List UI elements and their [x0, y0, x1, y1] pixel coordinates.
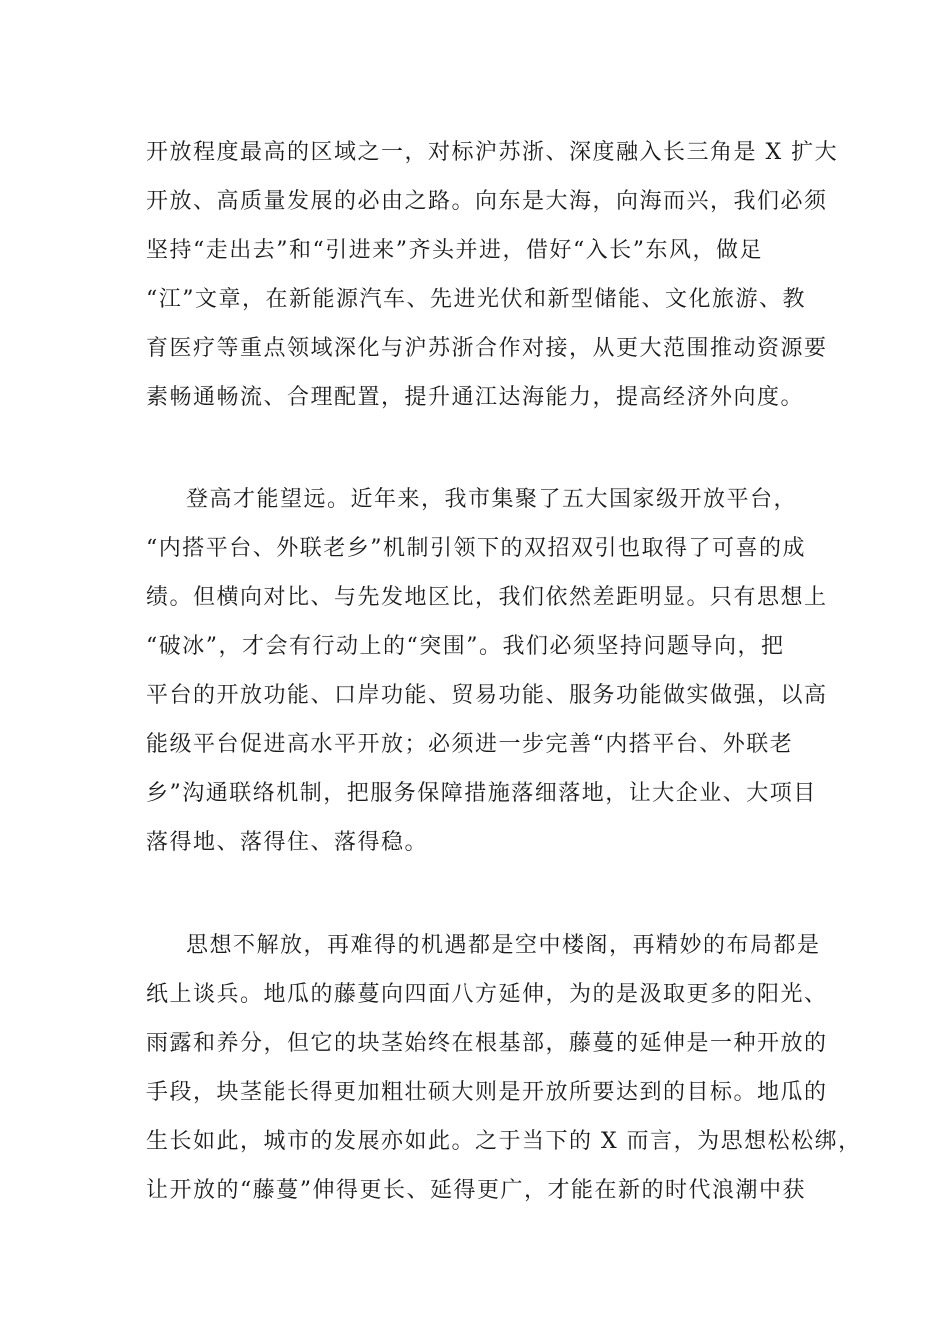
paragraph-line: 登高才能望远。近年来，我市集聚了五大国家级开放平台， [186, 487, 798, 512]
paragraph-line: 坚持“走出去”和“引进来”齐头并进，借好“入长”东风，做足 [146, 238, 763, 263]
paragraph-line: 生长如此，城市的发展亦如此。之于当下的 X 而言，为思想松松绑， [146, 1129, 862, 1154]
paragraph-line: 思想不解放，再难得的机遇都是空中楼阁，再精妙的布局都是 [186, 933, 821, 958]
paragraph-line: 落得地、落得住、落得稳。 [146, 830, 429, 855]
paragraph-line: 育医疗等重点领域深化与沪苏浙合作对接，从更大范围推动资源要 [146, 336, 828, 361]
paragraph-line: 平台的开放功能、口岸功能、贸易功能、服务功能做实做强，以高 [146, 683, 828, 708]
paragraph-line: 开放程度最高的区域之一，对标沪苏浙、深度融入长三角是 X 扩大 [146, 140, 839, 165]
paragraph-line: “江”文章，在新能源汽车、先进光伏和新型储能、文化旅游、教 [146, 287, 806, 312]
paragraph-line: 雨露和养分，但它的块茎始终在根基部，藤蔓的延伸是一种开放的 [146, 1031, 828, 1056]
paragraph-line: 手段，块茎能长得更加粗壮硕大则是开放所要达到的目标。地瓜的 [146, 1080, 828, 1105]
paragraph-line: 乡”沟通联络机制，把服务保障措施落细落地，让大企业、大项目 [146, 781, 817, 806]
paragraph-line: “破冰”，才会有行动上的“突围”。我们必须坚持问题导向，把 [146, 634, 785, 659]
paragraph-line: 让开放的“藤蔓”伸得更长、延得更广，才能在新的时代浪潮中获 [146, 1178, 806, 1203]
paragraph-line: 纸上谈兵。地瓜的藤蔓向四面八方延伸，为的是汲取更多的阳光、 [146, 982, 828, 1007]
paragraph-line: “内搭平台、外联老乡”机制引领下的双招双引也取得了可喜的成 [146, 536, 806, 561]
paragraph-line: 能级平台促进高水平开放；必须进一步完善“内搭平台、外联老 [146, 732, 794, 757]
paragraph-line: 绩。但横向对比、与先发地区比，我们依然差距明显。只有思想上 [146, 585, 828, 610]
paragraph-line: 开放、高质量发展的必由之路。向东是大海，向海而兴，我们必须 [146, 189, 828, 214]
paragraph-line: 素畅通畅流、合理配置，提升通江达海能力，提高经济外向度。 [146, 385, 805, 410]
